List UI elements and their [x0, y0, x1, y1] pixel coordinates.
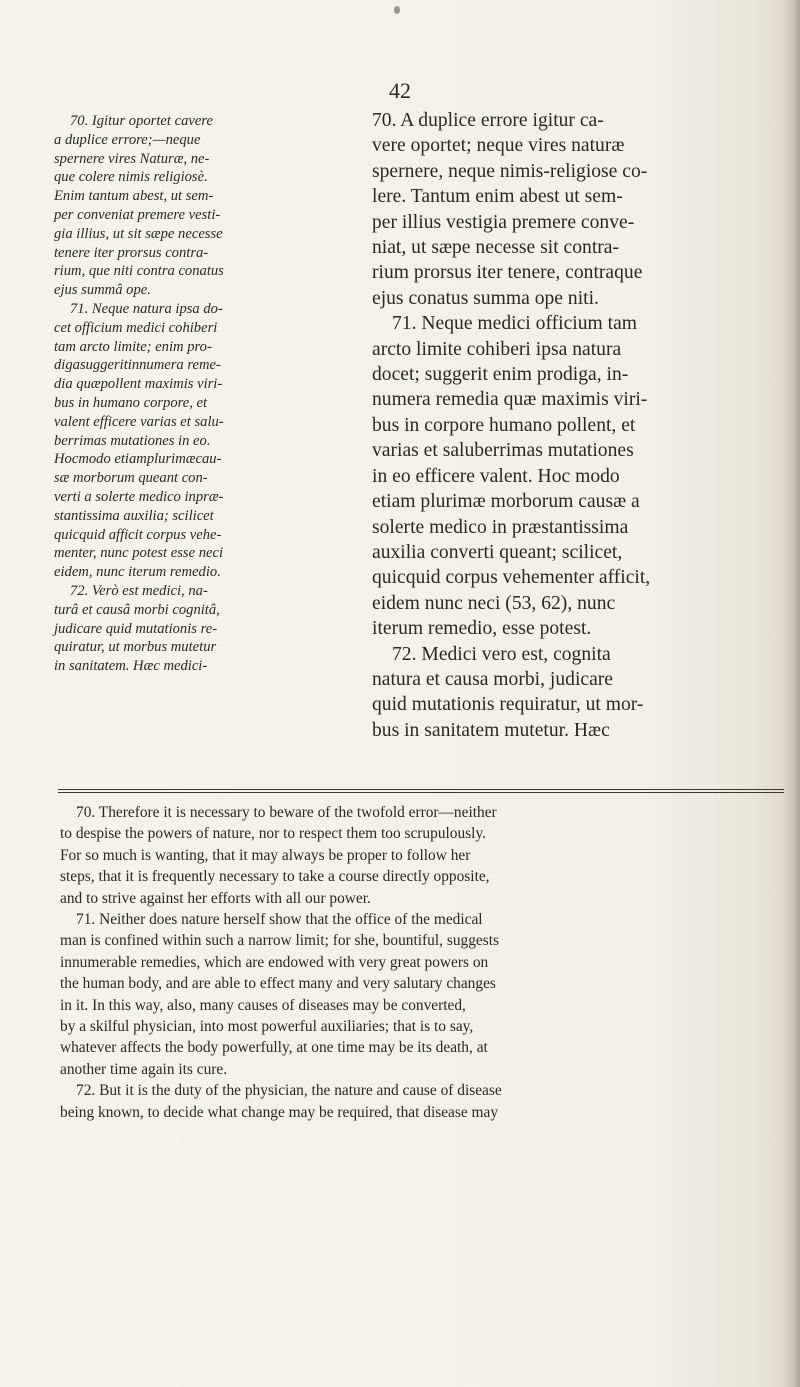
english-translation — [60, 802, 790, 1123]
text-line: spernere, neque nimis-religiose co- — [372, 160, 648, 182]
text-line: tam arcto limite; enim pro- — [54, 338, 212, 355]
text-line: digasuggeritinnumera reme- — [54, 357, 221, 374]
text-line: steps, that it is frequently necessary to take a course directly opposite, — [60, 868, 490, 886]
text-line: natura et causa morbi, judicare — [372, 668, 613, 690]
text-line: etiam plurimæ morborum causæ a — [372, 491, 640, 513]
latin-column-italic — [54, 112, 354, 676]
text-line: 70. A duplice errore igitur ca- — [372, 110, 604, 131]
text-line: berrimas mutationes in eo. — [54, 432, 211, 449]
text-line: a duplice errore;—neque — [54, 131, 201, 148]
text-line: auxilia converti queant; scilicet, — [372, 541, 623, 563]
text-line: numera remedia quæ maximis viri- — [372, 389, 648, 411]
text-line: arcto limite cohiberi ipsa natura — [372, 338, 622, 360]
text-line: varias et saluberrimas mutationes — [372, 440, 634, 462]
text-line: sæ morborum queant con- — [54, 470, 208, 487]
text-line: Hocmodo etiamplurimæcau- — [54, 451, 222, 468]
text-line: in it. In this way, also, many causes of diseases may be converted, — [60, 996, 466, 1014]
text-line: per conveniat premere vesti- — [54, 206, 221, 223]
text-line: tenere iter prorsus contra- — [54, 244, 209, 261]
text-line: bus in corpore humano pollent, et — [372, 414, 636, 436]
text-line: eidem nunc neci (53, 62), nunc — [372, 592, 616, 614]
text-line: 71. Neque medici officium tam — [392, 313, 638, 335]
page-edge-shadow — [782, 0, 800, 1387]
text-line: dia quæpollent maximis viri- — [54, 376, 223, 393]
divider-rule-top — [58, 789, 784, 790]
text-line: per illius vestigia premere conve- — [372, 211, 635, 233]
text-line: and to strive against her efforts with all our power. — [60, 889, 371, 907]
text-line: que colere nimis religiosè. — [54, 169, 208, 186]
text-line: 72. Verò est medici, na- — [70, 582, 208, 599]
text-line: 70. Therefore it is necessary to beware of the twofold error—neither — [76, 804, 497, 821]
text-line: solerte medico in præstantissima — [372, 516, 629, 538]
text-line: gia illius, ut sit sæpe necesse — [54, 225, 223, 242]
text-line: rium, que niti contra conatus — [54, 263, 224, 280]
text-line: For so much is wanting, that it may always be proper to follow her — [60, 846, 471, 864]
text-line: lere. Tantum enim abest ut sem- — [372, 186, 623, 208]
text-line: to despise the powers of nature, nor to respect them too scrupulously. — [60, 825, 486, 843]
text-line: the human body, and are able to effect many and very salutary changes — [60, 975, 496, 993]
text-line: bus in humano corpore, et — [54, 394, 208, 411]
text-line: niat, ut sæpe necesse sit contra- — [372, 237, 620, 259]
text-line: whatever affects the body powerfully, at one time may be its death, at — [60, 1039, 488, 1057]
text-line: being known, to decide what change may be required, that disease may — [60, 1103, 499, 1121]
text-line: in eo efficere valent. Hoc modo — [372, 465, 620, 487]
text-line: 70. Igitur oportet cavere — [70, 113, 213, 129]
text-line: Enim tantum abest, ut sem- — [54, 188, 214, 205]
text-line: innumerable remedies, which are endowed with very great powers on — [60, 953, 489, 971]
text-line: iterum remedio, esse potest. — [372, 618, 592, 640]
text-line: turâ et causâ morbi cognitâ, — [54, 601, 220, 618]
page-number: 42 — [389, 78, 411, 103]
divider-rule-bottom — [58, 792, 784, 793]
text-line: quicquid corpus vehementer afficit, — [372, 567, 651, 589]
text-line: docet; suggerit enim prodiga, in- — [372, 364, 629, 386]
text-line: man is confined within such a narrow limit; for she, bountiful, suggests — [60, 932, 499, 950]
text-line: quid mutationis requiratur, ut mor- — [372, 694, 644, 716]
latin-column-roman — [372, 108, 782, 743]
text-line: vere oportet; neque vires naturæ — [372, 135, 625, 157]
text-line: ejus summâ ope. — [54, 282, 151, 299]
text-line: rium prorsus iter tenere, contraque — [372, 262, 643, 284]
text-line: spernere vires Naturæ, ne- — [54, 150, 210, 167]
text-line: valent efficere varias et salu- — [54, 413, 224, 430]
text-line: bus in sanitatem mutetur. Hæc — [372, 719, 610, 741]
text-line: in sanitatem. Hæc medici- — [54, 658, 208, 675]
text-line: judicare quid mutationis re- — [54, 620, 218, 637]
text-line: quiratur, ut morbus mutetur — [54, 639, 217, 656]
text-line: menter, nunc potest esse neci — [54, 545, 223, 562]
text-line: verti a solerte medico inpræ- — [54, 488, 224, 505]
text-line: by a skilful physician, into most powerful auxiliaries; that is to say, — [60, 1018, 474, 1036]
text-line: eidem, nunc iterum remedio. — [54, 564, 221, 581]
text-line: 71. Neither does nature herself show that the office of the medical — [76, 911, 483, 929]
text-line: 72. But it is the duty of the physician, the nature and cause of disease — [76, 1082, 502, 1100]
text-line: 71. Neque natura ipsa do- — [70, 300, 223, 317]
text-line: another time again its cure. — [60, 1060, 228, 1078]
text-line: 72. Medici vero est, cognita — [392, 643, 611, 665]
text-line: cet officium medici cohiberi — [54, 319, 218, 336]
text-line: ejus conatus summa ope niti. — [372, 287, 599, 309]
text-line: stantissima auxilia; scilicet — [54, 507, 214, 524]
text-line: quicquid afficit corpus vehe- — [54, 526, 222, 543]
ink-spot — [394, 6, 400, 14]
